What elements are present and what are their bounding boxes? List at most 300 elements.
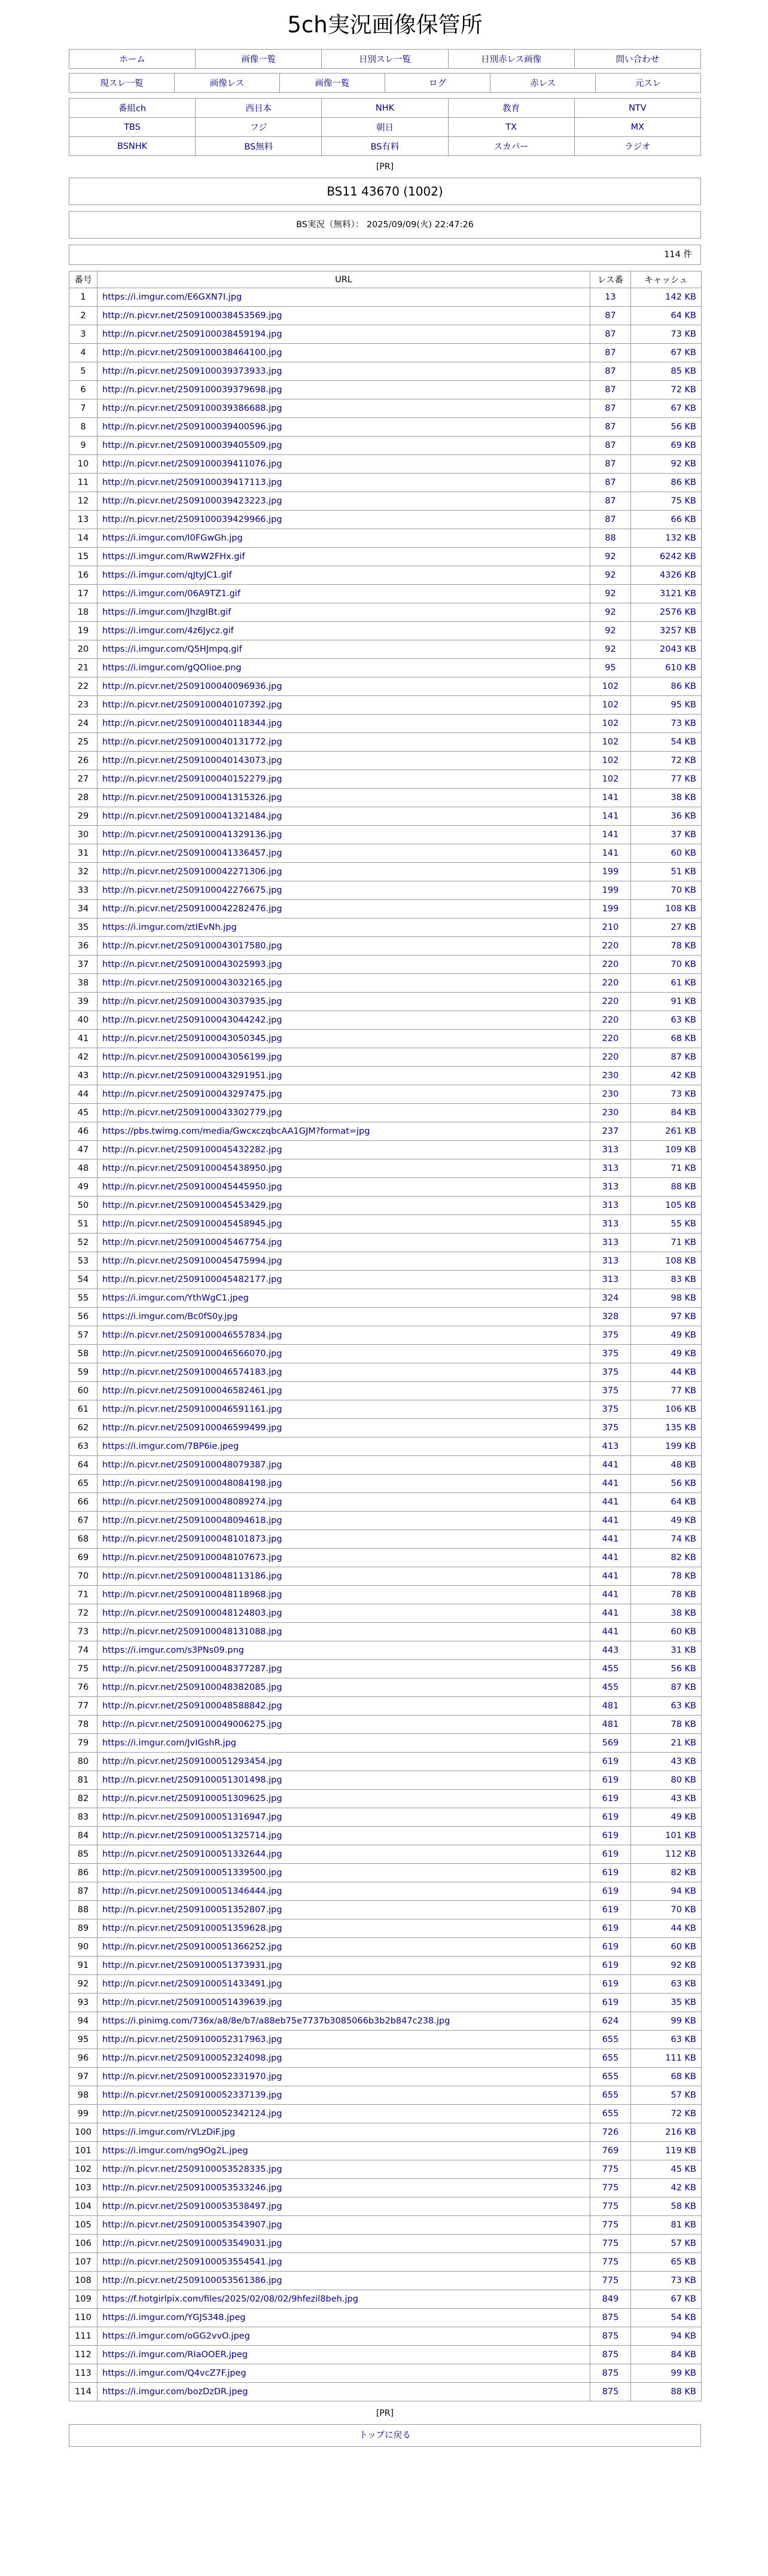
row-url-link[interactable]: http://n.picvr.net/2509100048094618.jpg bbox=[102, 1516, 282, 1525]
nav-link-contact[interactable]: 問い合わせ bbox=[615, 55, 660, 65]
row-res-number-link[interactable]: 141 bbox=[602, 849, 619, 858]
row-url-link[interactable]: https://i.imgur.com/ng9Og2L.jpeg bbox=[102, 2146, 248, 2156]
row-cache-size-link[interactable]: 56 KB bbox=[671, 422, 696, 432]
row-url-link[interactable]: http://n.picvr.net/2509100039429966.jpg bbox=[102, 515, 282, 524]
row-url-link[interactable]: https://i.imgur.com/JhzgIBt.gif bbox=[102, 608, 231, 617]
row-url-link[interactable]: http://n.picvr.net/2509100051309625.jpg bbox=[102, 1794, 282, 1803]
nav-link-log[interactable]: ログ bbox=[429, 79, 446, 88]
row-res-number-link[interactable]: 619 bbox=[602, 1812, 619, 1822]
row-cache-size-link[interactable]: 63 KB bbox=[671, 1979, 696, 1989]
row-res-number-link[interactable]: 619 bbox=[602, 1887, 619, 1896]
row-url-link[interactable]: http://n.picvr.net/2509100052342124.jpg bbox=[102, 2109, 282, 2119]
row-res-number-link[interactable]: 313 bbox=[602, 1256, 619, 1266]
row-res-number-link[interactable]: 619 bbox=[602, 1775, 619, 1785]
row-cache-size-link[interactable]: 70 KB bbox=[671, 1905, 696, 1915]
row-res-number-link[interactable]: 92 bbox=[605, 589, 616, 599]
row-cache-size-link[interactable]: 112 KB bbox=[665, 1849, 696, 1859]
row-url-link[interactable]: http://n.picvr.net/2509100045445950.jpg bbox=[102, 1182, 282, 1192]
row-url-link[interactable]: http://n.picvr.net/2509100039400596.jpg bbox=[102, 422, 282, 432]
row-cache-size-link[interactable]: 78 KB bbox=[671, 941, 696, 951]
row-cache-size-link[interactable]: 99 KB bbox=[671, 2016, 696, 2026]
row-url-link[interactable]: https://i.imgur.com/RIaOOER.jpeg bbox=[102, 2350, 248, 2360]
row-cache-size-link[interactable]: 72 KB bbox=[671, 2109, 696, 2119]
row-res-number-link[interactable]: 102 bbox=[602, 774, 619, 784]
row-cache-size-link[interactable]: 57 KB bbox=[671, 2239, 696, 2248]
row-res-number-link[interactable]: 441 bbox=[602, 1497, 619, 1507]
row-url-link[interactable]: http://n.picvr.net/2509100053543907.jpg bbox=[102, 2220, 282, 2230]
row-res-number-link[interactable]: 619 bbox=[602, 1998, 619, 2007]
row-res-number-link[interactable]: 313 bbox=[602, 1201, 619, 1210]
row-cache-size-link[interactable]: 42 KB bbox=[671, 1071, 696, 1081]
row-res-number-link[interactable]: 375 bbox=[602, 1405, 619, 1414]
row-url-link[interactable]: http://n.picvr.net/2509100041329136.jpg bbox=[102, 830, 282, 840]
row-cache-size-link[interactable]: 99 KB bbox=[671, 2369, 696, 2378]
row-res-number-link[interactable]: 619 bbox=[602, 1868, 619, 1878]
row-res-number-link[interactable]: 87 bbox=[605, 311, 616, 321]
row-cache-size-link[interactable]: 88 KB bbox=[671, 2387, 696, 2397]
row-url-link[interactable]: http://n.picvr.net/2509100041336457.jpg bbox=[102, 849, 282, 858]
row-url-link[interactable]: http://n.picvr.net/2509100048124803.jpg bbox=[102, 1609, 282, 1618]
row-res-number-link[interactable]: 441 bbox=[602, 1609, 619, 1618]
row-cache-size-link[interactable]: 73 KB bbox=[671, 329, 696, 339]
row-res-number-link[interactable]: 102 bbox=[602, 737, 619, 747]
row-cache-size-link[interactable]: 3121 KB bbox=[660, 589, 696, 599]
row-url-link[interactable]: http://n.picvr.net/2509100040118344.jpg bbox=[102, 719, 282, 728]
row-url-link[interactable]: https://i.imgur.com/oGG2vvO.jpeg bbox=[102, 2331, 250, 2341]
row-cache-size-link[interactable]: 74 KB bbox=[671, 1534, 696, 1544]
row-cache-size-link[interactable]: 38 KB bbox=[671, 793, 696, 802]
nav-link-original-thread[interactable]: 元スレ bbox=[635, 79, 662, 88]
row-url-link[interactable]: http://n.picvr.net/2509100048382085.jpg bbox=[102, 1683, 282, 1692]
row-cache-size-link[interactable]: 6242 KB bbox=[660, 552, 696, 561]
row-cache-size-link[interactable]: 108 KB bbox=[665, 1256, 696, 1266]
row-cache-size-link[interactable]: 35 KB bbox=[671, 1998, 696, 2007]
row-cache-size-link[interactable]: 56 KB bbox=[671, 1664, 696, 1674]
row-res-number-link[interactable]: 375 bbox=[602, 1423, 619, 1433]
row-res-number-link[interactable]: 655 bbox=[602, 2090, 619, 2100]
board-link[interactable]: スカパー bbox=[493, 142, 529, 152]
row-url-link[interactable]: http://n.picvr.net/2509100048107673.jpg bbox=[102, 1553, 282, 1562]
row-res-number-link[interactable]: 87 bbox=[605, 348, 616, 358]
row-cache-size-link[interactable]: 43 KB bbox=[671, 1794, 696, 1803]
row-url-link[interactable]: http://n.picvr.net/2509100043050345.jpg bbox=[102, 1034, 282, 1043]
row-cache-size-link[interactable]: 73 KB bbox=[671, 2276, 696, 2285]
row-url-link[interactable]: http://n.picvr.net/2509100052337139.jpg bbox=[102, 2090, 282, 2100]
row-res-number-link[interactable]: 313 bbox=[602, 1275, 619, 1284]
row-cache-size-link[interactable]: 216 KB bbox=[665, 2128, 696, 2137]
board-link[interactable]: NTV bbox=[629, 103, 647, 113]
board-link[interactable]: 朝日 bbox=[376, 123, 394, 133]
row-url-link[interactable]: http://n.picvr.net/2509100053538497.jpg bbox=[102, 2202, 282, 2211]
row-res-number-link[interactable]: 313 bbox=[602, 1164, 619, 1173]
row-res-number-link[interactable]: 92 bbox=[605, 570, 616, 580]
row-res-number-link[interactable]: 655 bbox=[602, 2035, 619, 2044]
row-cache-size-link[interactable]: 78 KB bbox=[671, 1571, 696, 1581]
row-url-link[interactable]: https://i.imgur.com/Q4vcZ7F.jpeg bbox=[102, 2369, 246, 2378]
row-cache-size-link[interactable]: 60 KB bbox=[671, 849, 696, 858]
row-res-number-link[interactable]: 775 bbox=[602, 2276, 619, 2285]
row-url-link[interactable]: https://i.pinimg.com/736x/a8/8e/b7/a88eb75e7737b3085066b3b2b847c238.jpg bbox=[102, 2016, 450, 2026]
row-res-number-link[interactable]: 230 bbox=[602, 1071, 619, 1081]
row-cache-size-link[interactable]: 69 KB bbox=[671, 441, 696, 450]
row-url-link[interactable]: https://i.imgur.com/qJtyJC1.gif bbox=[102, 570, 232, 580]
row-cache-size-link[interactable]: 48 KB bbox=[671, 1460, 696, 1470]
row-res-number-link[interactable]: 769 bbox=[602, 2146, 619, 2156]
row-url-link[interactable]: http://n.picvr.net/2509100048131088.jpg bbox=[102, 1627, 282, 1637]
row-res-number-link[interactable]: 441 bbox=[602, 1553, 619, 1562]
row-url-link[interactable]: http://n.picvr.net/2509100045453429.jpg bbox=[102, 1201, 282, 1210]
row-cache-size-link[interactable]: 77 KB bbox=[671, 1386, 696, 1396]
row-url-link[interactable]: https://i.imgur.com/Q5HJmpq.gif bbox=[102, 645, 242, 654]
row-cache-size-link[interactable]: 56 KB bbox=[671, 1479, 696, 1488]
row-url-link[interactable]: http://n.picvr.net/2509100039411076.jpg bbox=[102, 459, 282, 469]
row-url-link[interactable]: http://n.picvr.net/2509100045467754.jpg bbox=[102, 1238, 282, 1247]
nav-link-daily-red-images[interactable]: 日別赤レス画像 bbox=[481, 55, 542, 65]
row-url-link[interactable]: https://i.imgur.com/Bc0fS0y.jpg bbox=[102, 1312, 238, 1321]
row-url-link[interactable]: https://f.hotgirlpix.com/files/2025/02/08/02/9hfezil8beh.jpg bbox=[102, 2294, 358, 2304]
row-res-number-link[interactable]: 875 bbox=[602, 2350, 619, 2360]
row-url-link[interactable]: http://n.picvr.net/2509100039423223.jpg bbox=[102, 496, 282, 506]
row-url-link[interactable]: http://n.picvr.net/2509100045438950.jpg bbox=[102, 1164, 282, 1173]
row-cache-size-link[interactable]: 84 KB bbox=[671, 1108, 696, 1118]
row-cache-size-link[interactable]: 42 KB bbox=[671, 2183, 696, 2193]
board-link[interactable]: TBS bbox=[124, 122, 141, 132]
row-res-number-link[interactable]: 13 bbox=[605, 292, 616, 302]
board-link[interactable]: フジ bbox=[250, 123, 267, 133]
row-cache-size-link[interactable]: 60 KB bbox=[671, 1627, 696, 1637]
row-res-number-link[interactable]: 220 bbox=[602, 997, 619, 1006]
row-url-link[interactable]: http://n.picvr.net/2509100048089274.jpg bbox=[102, 1497, 282, 1507]
row-res-number-link[interactable]: 95 bbox=[605, 663, 616, 673]
row-url-link[interactable]: https://i.imgur.com/s3PNs09.png bbox=[102, 1646, 244, 1655]
row-cache-size-link[interactable]: 94 KB bbox=[671, 2331, 696, 2341]
row-res-number-link[interactable]: 849 bbox=[602, 2294, 619, 2304]
row-res-number-link[interactable]: 775 bbox=[602, 2257, 619, 2267]
row-cache-size-link[interactable]: 71 KB bbox=[671, 1164, 696, 1173]
board-link[interactable]: BS無料 bbox=[244, 142, 273, 152]
row-url-link[interactable]: http://n.picvr.net/2509100043044242.jpg bbox=[102, 1015, 282, 1025]
row-url-link[interactable]: http://n.picvr.net/2509100052331970.jpg bbox=[102, 2072, 282, 2081]
row-cache-size-link[interactable]: 70 KB bbox=[671, 886, 696, 895]
row-cache-size-link[interactable]: 49 KB bbox=[671, 1516, 696, 1525]
row-url-link[interactable]: http://n.picvr.net/2509100051301498.jpg bbox=[102, 1775, 282, 1785]
row-url-link[interactable]: http://n.picvr.net/2509100048079387.jpg bbox=[102, 1460, 282, 1470]
row-res-number-link[interactable]: 87 bbox=[605, 496, 616, 506]
row-url-link[interactable]: http://n.picvr.net/2509100048084198.jpg bbox=[102, 1479, 282, 1488]
row-cache-size-link[interactable]: 55 KB bbox=[671, 1219, 696, 1229]
row-cache-size-link[interactable]: 54 KB bbox=[671, 2313, 696, 2322]
row-res-number-link[interactable]: 141 bbox=[602, 793, 619, 802]
row-cache-size-link[interactable]: 36 KB bbox=[671, 811, 696, 821]
row-url-link[interactable]: http://n.picvr.net/2509100048377287.jpg bbox=[102, 1664, 282, 1674]
row-cache-size-link[interactable]: 111 KB bbox=[665, 2053, 696, 2063]
row-res-number-link[interactable]: 199 bbox=[602, 904, 619, 914]
row-cache-size-link[interactable]: 81 KB bbox=[671, 2220, 696, 2230]
row-cache-size-link[interactable]: 21 KB bbox=[671, 1738, 696, 1748]
row-url-link[interactable]: http://n.picvr.net/2509100051346444.jpg bbox=[102, 1887, 282, 1896]
row-url-link[interactable]: http://n.picvr.net/2509100038464100.jpg bbox=[102, 348, 282, 358]
row-cache-size-link[interactable]: 75 KB bbox=[671, 496, 696, 506]
row-res-number-link[interactable]: 328 bbox=[602, 1312, 619, 1321]
row-cache-size-link[interactable]: 49 KB bbox=[671, 1349, 696, 1359]
row-res-number-link[interactable]: 230 bbox=[602, 1108, 619, 1118]
row-res-number-link[interactable]: 102 bbox=[602, 682, 619, 691]
board-link[interactable]: BSNHK bbox=[117, 141, 148, 151]
row-cache-size-link[interactable]: 109 KB bbox=[665, 1145, 696, 1155]
board-link[interactable]: 教育 bbox=[502, 104, 520, 114]
row-res-number-link[interactable]: 619 bbox=[602, 1961, 619, 1970]
row-cache-size-link[interactable]: 27 KB bbox=[671, 923, 696, 932]
row-cache-size-link[interactable]: 45 KB bbox=[671, 2165, 696, 2174]
row-res-number-link[interactable]: 441 bbox=[602, 1590, 619, 1600]
row-res-number-link[interactable]: 220 bbox=[602, 978, 619, 988]
row-cache-size-link[interactable]: 101 KB bbox=[665, 1831, 696, 1841]
row-cache-size-link[interactable]: 94 KB bbox=[671, 1887, 696, 1896]
row-cache-size-link[interactable]: 119 KB bbox=[665, 2146, 696, 2156]
row-url-link[interactable]: http://n.picvr.net/2509100040096936.jpg bbox=[102, 682, 282, 691]
row-cache-size-link[interactable]: 78 KB bbox=[671, 1720, 696, 1729]
row-res-number-link[interactable]: 775 bbox=[602, 2220, 619, 2230]
row-res-number-link[interactable]: 775 bbox=[602, 2183, 619, 2193]
row-res-number-link[interactable]: 87 bbox=[605, 385, 616, 395]
row-cache-size-link[interactable]: 73 KB bbox=[671, 719, 696, 728]
row-cache-size-link[interactable]: 64 KB bbox=[671, 1497, 696, 1507]
row-url-link[interactable]: http://n.picvr.net/2509100045458945.jpg bbox=[102, 1219, 282, 1229]
row-url-link[interactable]: http://n.picvr.net/2509100042276675.jpg bbox=[102, 886, 282, 895]
row-url-link[interactable]: http://n.picvr.net/2509100043056199.jpg bbox=[102, 1052, 282, 1062]
row-cache-size-link[interactable]: 80 KB bbox=[671, 1775, 696, 1785]
row-res-number-link[interactable]: 441 bbox=[602, 1516, 619, 1525]
row-res-number-link[interactable]: 313 bbox=[602, 1219, 619, 1229]
row-cache-size-link[interactable]: 82 KB bbox=[671, 1553, 696, 1562]
row-cache-size-link[interactable]: 67 KB bbox=[671, 404, 696, 413]
row-url-link[interactable]: http://n.picvr.net/2509100045475994.jpg bbox=[102, 1256, 282, 1266]
row-url-link[interactable]: https://i.imgur.com/RwW2FHx.gif bbox=[102, 552, 245, 561]
row-cache-size-link[interactable]: 92 KB bbox=[671, 1961, 696, 1970]
row-res-number-link[interactable]: 441 bbox=[602, 1571, 619, 1581]
row-url-link[interactable]: https://i.imgur.com/JvIGshR.jpg bbox=[102, 1738, 236, 1748]
row-cache-size-link[interactable]: 108 KB bbox=[665, 904, 696, 914]
row-url-link[interactable]: http://n.picvr.net/2509100046574183.jpg bbox=[102, 1368, 282, 1377]
row-res-number-link[interactable]: 220 bbox=[602, 1052, 619, 1062]
row-url-link[interactable]: http://n.picvr.net/2509100053561386.jpg bbox=[102, 2276, 282, 2285]
row-url-link[interactable]: http://n.picvr.net/2509100043037935.jpg bbox=[102, 997, 282, 1006]
row-res-number-link[interactable]: 569 bbox=[602, 1738, 619, 1748]
row-cache-size-link[interactable]: 51 KB bbox=[671, 867, 696, 877]
row-cache-size-link[interactable]: 65 KB bbox=[671, 2257, 696, 2267]
row-url-link[interactable]: http://n.picvr.net/2509100049006275.jpg bbox=[102, 1720, 282, 1729]
row-res-number-link[interactable]: 441 bbox=[602, 1479, 619, 1488]
row-res-number-link[interactable]: 875 bbox=[602, 2387, 619, 2397]
row-res-number-link[interactable]: 624 bbox=[602, 2016, 619, 2026]
row-res-number-link[interactable]: 375 bbox=[602, 1330, 619, 1340]
row-cache-size-link[interactable]: 57 KB bbox=[671, 2090, 696, 2100]
row-res-number-link[interactable]: 655 bbox=[602, 2053, 619, 2063]
row-res-number-link[interactable]: 92 bbox=[605, 552, 616, 561]
row-cache-size-link[interactable]: 61 KB bbox=[671, 978, 696, 988]
row-res-number-link[interactable]: 199 bbox=[602, 867, 619, 877]
row-res-number-link[interactable]: 324 bbox=[602, 1293, 619, 1303]
board-link[interactable]: 西日本 bbox=[245, 104, 272, 114]
row-cache-size-link[interactable]: 63 KB bbox=[671, 2035, 696, 2044]
row-res-number-link[interactable]: 875 bbox=[602, 2331, 619, 2341]
row-res-number-link[interactable]: 375 bbox=[602, 1368, 619, 1377]
row-res-number-link[interactable]: 775 bbox=[602, 2165, 619, 2174]
row-cache-size-link[interactable]: 77 KB bbox=[671, 774, 696, 784]
row-url-link[interactable]: https://i.imgur.com/I0FGwGh.jpg bbox=[102, 533, 243, 543]
board-link[interactable]: NHK bbox=[375, 103, 395, 113]
row-res-number-link[interactable]: 875 bbox=[602, 2313, 619, 2322]
row-cache-size-link[interactable]: 37 KB bbox=[671, 830, 696, 840]
row-cache-size-link[interactable]: 87 KB bbox=[671, 1683, 696, 1692]
row-res-number-link[interactable]: 87 bbox=[605, 404, 616, 413]
row-url-link[interactable]: https://i.imgur.com/bozDzDR.jpeg bbox=[102, 2387, 248, 2397]
row-url-link[interactable]: http://n.picvr.net/2509100046599499.jpg bbox=[102, 1423, 282, 1433]
row-url-link[interactable]: http://n.picvr.net/2509100039386688.jpg bbox=[102, 404, 282, 413]
row-cache-size-link[interactable]: 72 KB bbox=[671, 756, 696, 765]
row-res-number-link[interactable]: 102 bbox=[602, 700, 619, 710]
row-res-number-link[interactable]: 220 bbox=[602, 941, 619, 951]
row-cache-size-link[interactable]: 31 KB bbox=[671, 1646, 696, 1655]
row-cache-size-link[interactable]: 86 KB bbox=[671, 682, 696, 691]
row-url-link[interactable]: https://i.imgur.com/4z6Jycz.gif bbox=[102, 626, 234, 636]
row-url-link[interactable]: http://n.picvr.net/2509100048101873.jpg bbox=[102, 1534, 282, 1544]
row-res-number-link[interactable]: 237 bbox=[602, 1127, 619, 1136]
row-url-link[interactable]: https://i.imgur.com/rVLzDiF.jpg bbox=[102, 2128, 236, 2137]
row-cache-size-link[interactable]: 67 KB bbox=[671, 348, 696, 358]
row-url-link[interactable]: http://n.picvr.net/2509100051373931.jpg bbox=[102, 1961, 282, 1970]
row-cache-size-link[interactable]: 72 KB bbox=[671, 385, 696, 395]
row-url-link[interactable]: http://n.picvr.net/2509100046582461.jpg bbox=[102, 1386, 282, 1396]
row-url-link[interactable]: https://i.imgur.com/YGJS348.jpeg bbox=[102, 2313, 246, 2322]
row-cache-size-link[interactable]: 91 KB bbox=[671, 997, 696, 1006]
row-res-number-link[interactable]: 92 bbox=[605, 626, 616, 636]
row-url-link[interactable]: http://n.picvr.net/2509100042271306.jpg bbox=[102, 867, 282, 877]
row-res-number-link[interactable]: 619 bbox=[602, 1849, 619, 1859]
row-res-number-link[interactable]: 220 bbox=[602, 960, 619, 969]
row-url-link[interactable]: http://n.picvr.net/2509100043297475.jpg bbox=[102, 1089, 282, 1099]
row-res-number-link[interactable]: 87 bbox=[605, 478, 616, 487]
row-res-number-link[interactable]: 619 bbox=[602, 1942, 619, 1952]
row-cache-size-link[interactable]: 86 KB bbox=[671, 478, 696, 487]
row-cache-size-link[interactable]: 3257 KB bbox=[660, 626, 696, 636]
row-url-link[interactable]: http://n.picvr.net/2509100041321484.jpg bbox=[102, 811, 282, 821]
row-cache-size-link[interactable]: 49 KB bbox=[671, 1330, 696, 1340]
row-res-number-link[interactable]: 441 bbox=[602, 1534, 619, 1544]
row-url-link[interactable]: http://n.picvr.net/2509100051332644.jpg bbox=[102, 1849, 282, 1859]
row-res-number-link[interactable]: 87 bbox=[605, 367, 616, 376]
back-to-top-link[interactable]: トップに戻る bbox=[359, 2431, 411, 2440]
row-res-number-link[interactable]: 619 bbox=[602, 1905, 619, 1915]
row-res-number-link[interactable]: 230 bbox=[602, 1089, 619, 1099]
row-res-number-link[interactable]: 220 bbox=[602, 1034, 619, 1043]
row-url-link[interactable]: http://n.picvr.net/2509100043302779.jpg bbox=[102, 1108, 282, 1118]
row-res-number-link[interactable]: 481 bbox=[602, 1701, 619, 1711]
row-cache-size-link[interactable]: 58 KB bbox=[671, 2202, 696, 2211]
row-url-link[interactable]: https://i.imgur.com/06A9TZ1.gif bbox=[102, 589, 240, 599]
row-res-number-link[interactable]: 92 bbox=[605, 608, 616, 617]
nav-link-image-posts[interactable]: 画像レス bbox=[209, 79, 245, 88]
row-res-number-link[interactable]: 141 bbox=[602, 830, 619, 840]
row-url-link[interactable]: http://n.picvr.net/2509100043032165.jpg bbox=[102, 978, 282, 988]
row-url-link[interactable]: http://n.picvr.net/2509100051359628.jpg bbox=[102, 1924, 282, 1933]
board-link[interactable]: 番組ch bbox=[118, 104, 147, 114]
row-res-number-link[interactable]: 313 bbox=[602, 1182, 619, 1192]
row-cache-size-link[interactable]: 49 KB bbox=[671, 1812, 696, 1822]
row-url-link[interactable]: http://n.picvr.net/2509100052317963.jpg bbox=[102, 2035, 282, 2044]
row-cache-size-link[interactable]: 95 KB bbox=[671, 700, 696, 710]
row-res-number-link[interactable]: 619 bbox=[602, 1757, 619, 1766]
row-url-link[interactable]: http://n.picvr.net/2509100038453569.jpg bbox=[102, 311, 282, 321]
row-url-link[interactable]: http://n.picvr.net/2509100045482177.jpg bbox=[102, 1275, 282, 1284]
row-cache-size-link[interactable]: 84 KB bbox=[671, 2350, 696, 2360]
row-url-link[interactable]: http://n.picvr.net/2509100051316947.jpg bbox=[102, 1812, 282, 1822]
row-url-link[interactable]: http://n.picvr.net/2509100051433491.jpg bbox=[102, 1979, 282, 1989]
row-res-number-link[interactable]: 87 bbox=[605, 459, 616, 469]
row-url-link[interactable]: https://i.imgur.com/7BP6ie.jpeg bbox=[102, 1442, 239, 1451]
row-url-link[interactable]: http://n.picvr.net/2509100042282476.jpg bbox=[102, 904, 282, 914]
row-res-number-link[interactable]: 775 bbox=[602, 2202, 619, 2211]
row-url-link[interactable]: https://i.imgur.com/ztIEvNh.jpg bbox=[102, 923, 237, 932]
row-cache-size-link[interactable]: 43 KB bbox=[671, 1757, 696, 1766]
row-url-link[interactable]: http://n.picvr.net/2509100048113186.jpg bbox=[102, 1571, 282, 1581]
row-url-link[interactable]: http://n.picvr.net/2509100051325714.jpg bbox=[102, 1831, 282, 1841]
row-res-number-link[interactable]: 87 bbox=[605, 515, 616, 524]
nav-link-red-posts[interactable]: 赤レス bbox=[529, 79, 556, 88]
row-cache-size-link[interactable]: 2043 KB bbox=[660, 645, 696, 654]
row-res-number-link[interactable]: 443 bbox=[602, 1646, 619, 1655]
row-res-number-link[interactable]: 441 bbox=[602, 1627, 619, 1637]
row-url-link[interactable]: http://n.picvr.net/2509100046591161.jpg bbox=[102, 1405, 282, 1414]
row-res-number-link[interactable]: 88 bbox=[605, 533, 616, 543]
row-cache-size-link[interactable]: 4326 KB bbox=[660, 570, 696, 580]
row-res-number-link[interactable]: 455 bbox=[602, 1664, 619, 1674]
row-res-number-link[interactable]: 375 bbox=[602, 1386, 619, 1396]
row-cache-size-link[interactable]: 610 KB bbox=[665, 663, 696, 673]
row-url-link[interactable]: http://n.picvr.net/2509100045432282.jpg bbox=[102, 1145, 282, 1155]
row-res-number-link[interactable]: 655 bbox=[602, 2072, 619, 2081]
row-cache-size-link[interactable]: 73 KB bbox=[671, 1089, 696, 1099]
row-url-link[interactable]: http://n.picvr.net/2509100051366252.jpg bbox=[102, 1942, 282, 1952]
row-res-number-link[interactable]: 87 bbox=[605, 329, 616, 339]
row-url-link[interactable]: http://n.picvr.net/2509100053554541.jpg bbox=[102, 2257, 282, 2267]
row-url-link[interactable]: http://n.picvr.net/2509100039405509.jpg bbox=[102, 441, 282, 450]
row-url-link[interactable]: http://n.picvr.net/2509100048588842.jpg bbox=[102, 1701, 282, 1711]
nav-link-home[interactable]: ホーム bbox=[119, 55, 145, 65]
nav-link-daily-threads[interactable]: 日別スレ一覧 bbox=[358, 55, 411, 65]
row-url-link[interactable]: http://n.picvr.net/2509100053533246.jpg bbox=[102, 2183, 282, 2193]
row-url-link[interactable]: https://i.imgur.com/YthWgC1.jpeg bbox=[102, 1293, 249, 1303]
row-url-link[interactable]: https://pbs.twimg.com/media/GwcxczqbcAA1GJM?format=jpg bbox=[102, 1127, 370, 1136]
row-res-number-link[interactable]: 875 bbox=[602, 2369, 619, 2378]
row-url-link[interactable]: http://n.picvr.net/2509100039379698.jpg bbox=[102, 385, 282, 395]
board-link[interactable]: BS有料 bbox=[370, 142, 400, 152]
row-cache-size-link[interactable]: 142 KB bbox=[665, 292, 696, 302]
row-cache-size-link[interactable]: 70 KB bbox=[671, 960, 696, 969]
row-url-link[interactable]: http://n.picvr.net/2509100051293454.jpg bbox=[102, 1757, 282, 1766]
row-url-link[interactable]: http://n.picvr.net/2509100053549031.jpg bbox=[102, 2239, 282, 2248]
row-res-number-link[interactable]: 441 bbox=[602, 1460, 619, 1470]
row-res-number-link[interactable]: 481 bbox=[602, 1720, 619, 1729]
row-cache-size-link[interactable]: 261 KB bbox=[665, 1127, 696, 1136]
row-url-link[interactable]: http://n.picvr.net/2509100051339500.jpg bbox=[102, 1868, 282, 1878]
row-cache-size-link[interactable]: 106 KB bbox=[665, 1405, 696, 1414]
row-url-link[interactable]: http://n.picvr.net/2509100038459194.jpg bbox=[102, 329, 282, 339]
row-url-link[interactable]: http://n.picvr.net/2509100052324098.jpg bbox=[102, 2053, 282, 2063]
row-res-number-link[interactable]: 619 bbox=[602, 1794, 619, 1803]
row-cache-size-link[interactable]: 83 KB bbox=[671, 1275, 696, 1284]
row-cache-size-link[interactable]: 71 KB bbox=[671, 1238, 696, 1247]
